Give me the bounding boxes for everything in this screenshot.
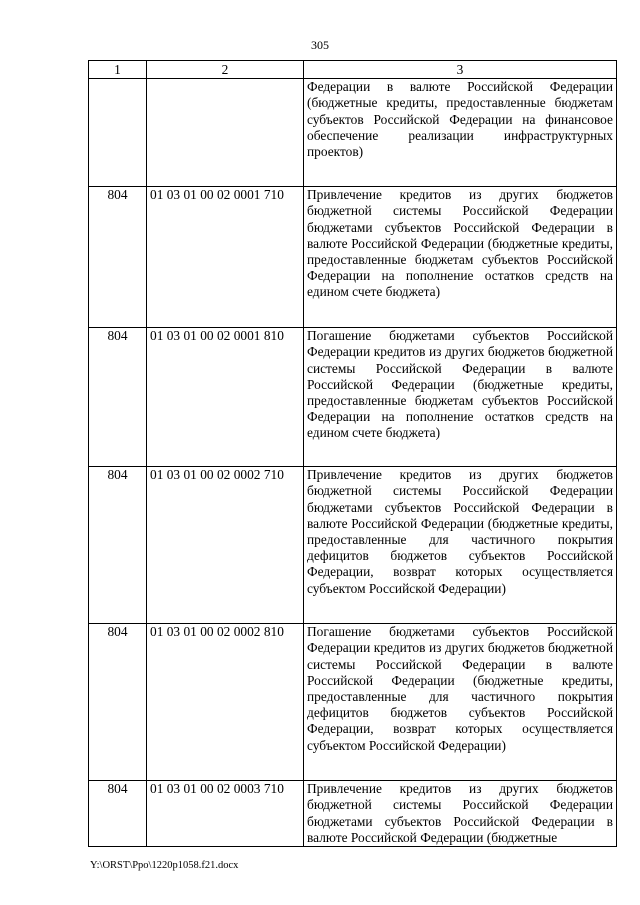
table-header-row xyxy=(89,61,617,79)
admin-code-cell xyxy=(89,79,147,187)
description-cell: Привлечение кредитов из других бюджетов бюджетной системы Российской Федерации бюджетами субъектов Российской Федерации в валюте Российской Федерации (бюджетные кредиты, предоставленные для частичного покрытия дефицитов бюджетов субъектов Российской Федерации, возврат которых осуществляется субъектом Российской Федерации) xyxy=(304,467,617,624)
description-cell: Погашение бюджетами субъектов Российской Федерации кредитов из других бюджетов бюджетной системы Российской Федерации в валюте Российской Федерации (бюджетные кредиты, предоставленные для частичного покрытия дефицитов бюджетов субъектов Российской Федерации, возврат которых осуществляется субъектом Российской Федерации) xyxy=(304,624,617,781)
budget-code-cell: 01 03 01 00 02 0003 710 xyxy=(147,781,304,847)
column-header-3: 3 xyxy=(304,61,617,79)
budget-code-cell xyxy=(147,79,304,187)
admin-code-cell: 804 xyxy=(89,467,147,624)
description-cell: Погашение бюджетами субъектов Российской Федерации кредитов из других бюджетов бюджетной системы Российской Федерации в валюте Российской Федерации (бюджетные кредиты, предоставленные бюджетам субъектов Российской Федерации на пополнение остатков средств на едином счете бюджета) xyxy=(304,328,617,467)
description-cell: Привлечение кредитов из других бюджетов бюджетной системы Российской Федерации бюджетами субъектов Российской Федерации в валюте Российской Федерации (бюджетные кредиты, предоставленные бюджетам субъектов Российской Федерации на пополнение остатков средств на едином счете бюджета) xyxy=(304,187,617,328)
table-row xyxy=(89,328,617,467)
table-row xyxy=(89,624,617,781)
budget-codes-table xyxy=(88,60,617,847)
description-cell: Привлечение кредитов из других бюджетов бюджетной системы Российской Федерации бюджетами субъектов Российской Федерации в валюте Российской Федерации (бюджетные xyxy=(304,781,617,847)
admin-code-cell: 804 xyxy=(89,624,147,781)
description-cell: Федерации в валюте Российской Федерации (бюджетные кредиты, предоставленные бюджетам субъектов Российской Федерации на финансовое обеспечение реализации инфраструктурных проектов) xyxy=(304,79,617,187)
table-row xyxy=(89,79,617,187)
table-row xyxy=(89,187,617,328)
table-row xyxy=(89,781,617,847)
page-number: 305 xyxy=(311,38,329,52)
budget-code-cell: 01 03 01 00 02 0001 710 xyxy=(147,187,304,328)
table-row xyxy=(89,467,617,624)
column-header-1: 1 xyxy=(89,61,147,79)
admin-code-cell: 804 xyxy=(89,187,147,328)
budget-code-cell: 01 03 01 00 02 0002 810 xyxy=(147,624,304,781)
footer-file-path: Y:\ORST\Ppo\1220p1058.f21.docx xyxy=(90,860,239,871)
admin-code-cell: 804 xyxy=(89,781,147,847)
admin-code-cell: 804 xyxy=(89,328,147,467)
column-header-2: 2 xyxy=(147,61,304,79)
budget-code-cell: 01 03 01 00 02 0002 710 xyxy=(147,467,304,624)
budget-code-cell: 01 03 01 00 02 0001 810 xyxy=(147,328,304,467)
